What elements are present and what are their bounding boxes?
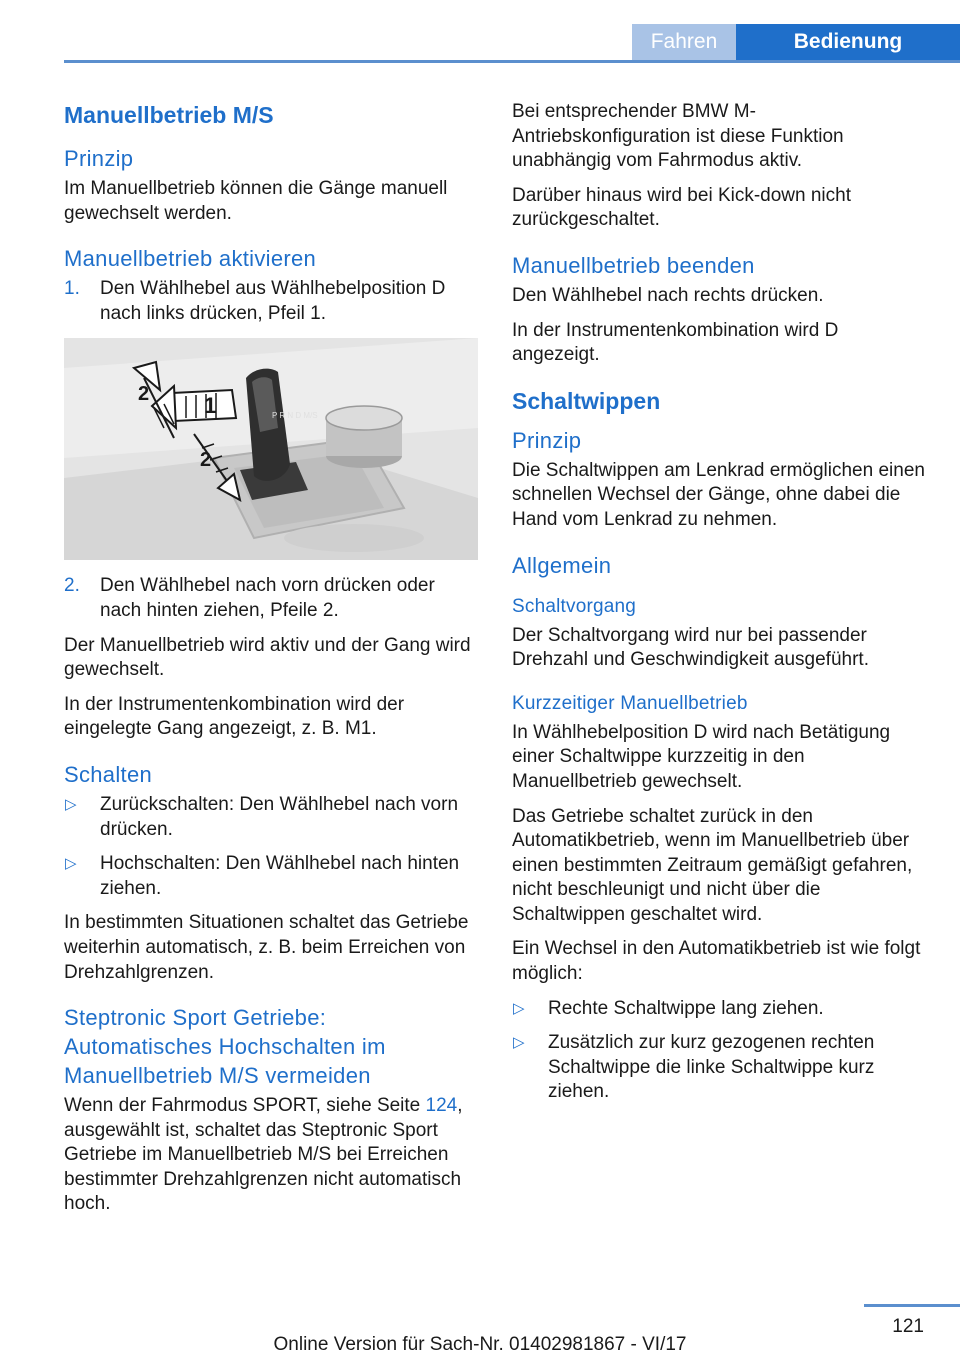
triangle-bullet-icon: ▷ [65, 855, 77, 873]
steptronic-text-a: Wenn der Fahrmodus SPORT, siehe Seite [64, 1095, 426, 1117]
list-item [512, 997, 930, 1022]
footer-rule [864, 1304, 960, 1307]
step-number: 2. [64, 575, 80, 597]
page-number: 121 [892, 1316, 924, 1337]
list-item-text: Rechte Schaltwippe lang ziehen. [548, 997, 824, 1019]
prinzip-paragraph: Im Manuellbetrieb können die Gänge manuell gewechselt werden. [64, 178, 448, 224]
aktiv-paragraph: Der Manuellbetrieb wird aktiv und der Gang wird gewechselt. [64, 634, 471, 681]
triangle-bullet-icon: ▷ [513, 999, 525, 1017]
section-title-schaltwippen: Schaltwippen [512, 387, 661, 414]
schaltvorgang-paragraph: Der Schaltvorgang wird nur bei passender Drehzahl und Geschwindigkeit ausgeführt. [512, 624, 869, 671]
tab-bedienung[interactable]: Bedienung [736, 24, 960, 60]
beenden-paragraph-2: In der Instrumentenkombination wird D angezeigt. [512, 319, 839, 366]
subsection-title-prinzip-2: Prinzip [512, 427, 582, 453]
subsection-title-beenden: Manuellbetrieb beenden [512, 252, 755, 278]
schaltwippen-prinzip-paragraph: Die Schaltwippen am Lenkrad ermöglichen einen schnellen Wechsel der Gänge, ohne dabei die Hand vom Lenkrad zu nehmen. [512, 459, 925, 530]
triangle-bullet-icon: ▷ [513, 1034, 525, 1052]
step-number: 1. [64, 278, 80, 300]
left-column [64, 100, 478, 1227]
subsection-title-allgemein: Allgemein [512, 552, 612, 578]
online-version-note: Online Version für Sach-Nr. 01402981867 - VI/17 [273, 1334, 687, 1355]
right-column [512, 100, 930, 1115]
step-text: Den Wählhebel nach vorn drücken oder nach hinten ziehen, Pfeile 2. [100, 575, 435, 621]
step-text: Den Wählhebel aus Wählhebelposition D nach links drücken, Pfeil 1. [100, 278, 446, 324]
list-item-text: Hochschalten: Den Wählhebel nach hinten ziehen. [100, 853, 460, 899]
shifter-positions-text: P R N D M/S [272, 411, 318, 421]
list-item [64, 852, 478, 901]
gear-selector-figure [64, 338, 478, 560]
list-item-text: Zurückschalten: Den Wählhebel nach vorn drücken. [100, 793, 459, 840]
beenden-paragraph-1: Den Wählhebel nach rechts drücken. [512, 284, 824, 306]
arrow-label-2a: 2 [138, 383, 150, 406]
kurz-paragraph-2: Das Getriebe schaltet zurück in den Automatikbetrieb, wenn im Manuellbetrieb über einen bestimmten Zeitraum gemäßigt gefahren, nicht beschleunigt und nicht über die Schaltwippen geschaltet wird. [512, 805, 913, 925]
steptronic-text-b: , ausgewählt ist, schaltet das Steptronic Sport Getriebe im Manuellbetrieb M/S bei Erreichen bestimmter Drehzahlgrenzen nicht automatisch hoch. [64, 1095, 463, 1215]
section-title-manuellbetrieb: Manuellbetrieb M/S [64, 102, 274, 128]
triangle-bullet-icon: ▷ [65, 795, 77, 813]
m-antrieb-paragraph: Bei entsprechender BMW M-Antriebskonfiguration ist diese Funktion unabhängig vom Fahrmodus aktiv. [512, 101, 844, 172]
kurz-paragraph-3: Ein Wechsel in den Automatikbetrieb ist wie folgt möglich: [512, 938, 921, 985]
subsubsection-title-kurzzeitig: Kurzzeitiger Manuellbetrieb [512, 692, 748, 714]
situationen-paragraph: In bestimmten Situationen schaltet das Getriebe weiterhin automatisch, z. B. beim Erreichen von Drehzahlgrenzen. [64, 912, 469, 983]
list-item-text: Zusätzlich zur kurz gezogenen rechten Schaltwippe die linke Schaltwippe kurz ziehen. [548, 1032, 875, 1103]
tab-fahren[interactable]: Fahren [632, 24, 736, 60]
steptronic-paragraph [64, 1094, 478, 1217]
subsubsection-title-schaltvorgang: Schaltvorgang [512, 595, 637, 617]
subsection-title-schalten: Schalten [64, 761, 153, 787]
page-link-124[interactable]: 124 [425, 1095, 458, 1117]
arrow-label-1: 1 [204, 393, 217, 419]
list-item [512, 1031, 930, 1105]
step-1 [64, 277, 478, 326]
subsection-title-prinzip: Prinzip [64, 146, 134, 171]
header-rule [64, 60, 960, 63]
step-2 [64, 574, 478, 623]
list-item [64, 793, 478, 842]
subsection-title-steptronic: Steptronic Sport Getriebe: Automatisches Hochschalten im Manuellbetrieb M/S vermeiden [64, 1005, 386, 1089]
kickdown-paragraph: Darüber hinaus wird bei Kick-down nicht zurückgeschaltet. [512, 184, 851, 231]
subsection-title-aktivieren: Manuellbetrieb aktivieren [64, 246, 317, 272]
instrument-paragraph: In der Instrumentenkombination wird der eingelegte Gang angezeigt, z. B. M1. [64, 693, 405, 740]
kurz-paragraph-1: In Wählhebelposition D wird nach Betätigung einer Schaltwippe kurzzeitig in den Manuellbetrieb gewechselt. [512, 721, 891, 792]
arrow-label-2b: 2 [200, 449, 212, 472]
